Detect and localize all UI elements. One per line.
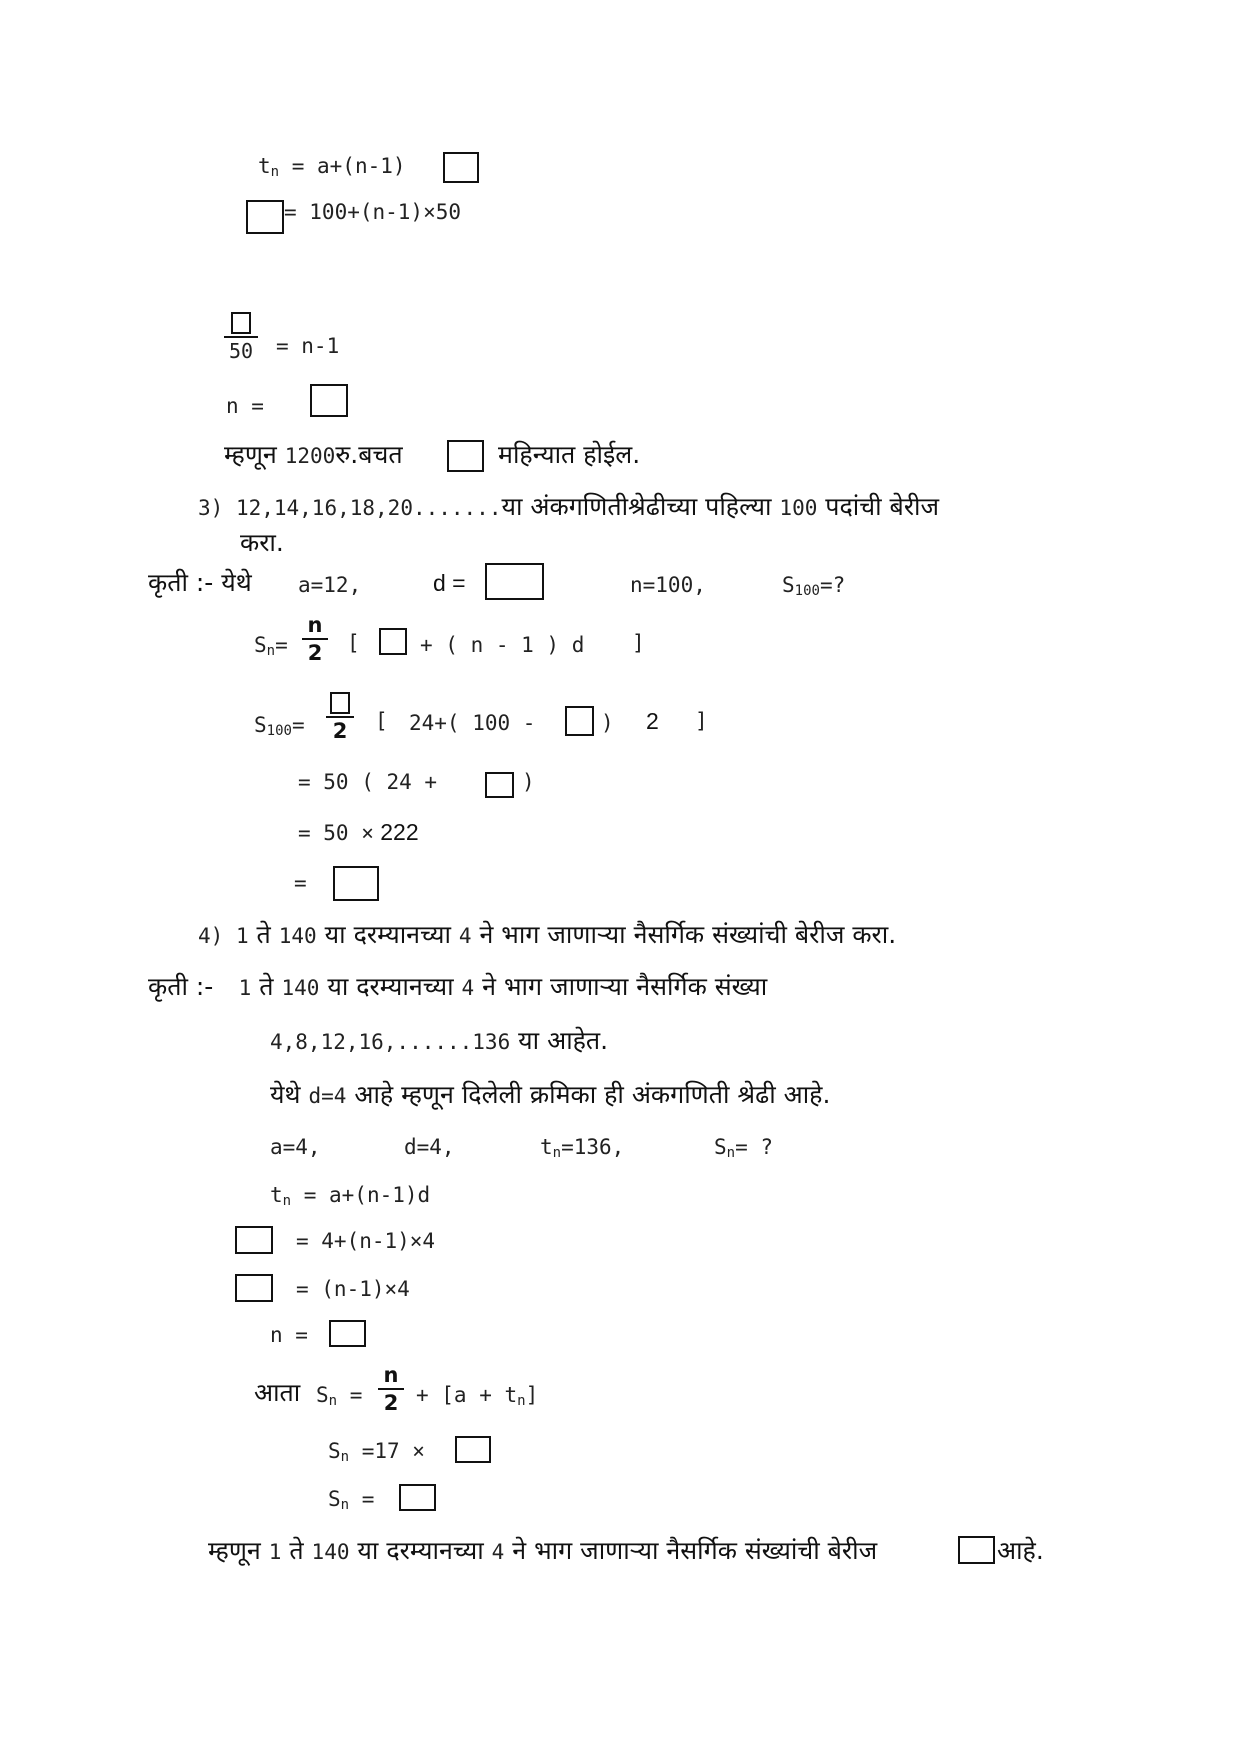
q3-f4-value: 222 bbox=[380, 819, 419, 845]
answer-box-q3-d[interactable] bbox=[485, 563, 544, 600]
answer-box-q3-2a[interactable] bbox=[379, 628, 407, 655]
q4-vals-tn bbox=[540, 1132, 624, 1162]
q3-f2-two: 2 bbox=[646, 708, 659, 734]
q4-sn-sub: n bbox=[328, 1393, 338, 1409]
q3-f2-close: ] bbox=[695, 709, 708, 733]
q4-sn17-s: S bbox=[328, 1439, 341, 1463]
q3-heading bbox=[198, 492, 939, 522]
q4-kruti-mid: या दरम्यानच्या bbox=[319, 972, 462, 1001]
answer-box-q4-sum-term[interactable] bbox=[455, 1436, 491, 1463]
q3-s100-value bbox=[782, 570, 845, 600]
q2-t-sub: n bbox=[270, 164, 280, 180]
q3-f1-fraction bbox=[302, 612, 328, 666]
q4-tn-rest: = a+(n-1)d bbox=[291, 1183, 431, 1207]
q2-l1-rest: = a+(n-1) bbox=[279, 154, 419, 178]
q4-vals-s-rest: = ? bbox=[735, 1135, 774, 1159]
q3-f1-sub: n bbox=[266, 643, 276, 659]
q4-e1: = 4+(n-1)×4 bbox=[296, 1229, 436, 1253]
q4-e2: = (n-1)×4 bbox=[296, 1277, 410, 1301]
answer-box-q2-numerator[interactable] bbox=[231, 312, 251, 334]
q4-final-140: 140 bbox=[311, 1540, 350, 1564]
q4-yethe-label: येथे bbox=[270, 1080, 309, 1109]
q2-conclusion-amount: 1200 bbox=[284, 444, 336, 468]
q4-final-text bbox=[208, 1536, 885, 1566]
q4-tn-formula bbox=[270, 1180, 430, 1210]
q3-sn-label bbox=[254, 630, 288, 660]
q4-heading-te: ते bbox=[248, 920, 279, 949]
q2-fraction bbox=[224, 310, 258, 364]
q4-aata: आता bbox=[254, 1378, 301, 1407]
q4-vals-t-rest: =136, bbox=[561, 1135, 625, 1159]
q3-f1-rest: + ( n - 1 ) d bbox=[420, 633, 585, 657]
q3-f4 bbox=[298, 817, 419, 847]
q4-e3: n = bbox=[270, 1323, 308, 1347]
q4-sn-denominator: 2 bbox=[383, 1391, 399, 1415]
q2-line-2: = 100+(n-1)×50 bbox=[284, 200, 462, 224]
q3-d-label: d = bbox=[433, 570, 466, 596]
answer-box-q4-diff[interactable] bbox=[235, 1274, 273, 1302]
q4-yethe bbox=[270, 1080, 830, 1110]
q3-f1-close: ] bbox=[632, 631, 645, 655]
q3-f2-fraction bbox=[326, 690, 354, 744]
q4-kruti-1: 1 bbox=[238, 976, 252, 1000]
q4-final-end: आहे. bbox=[997, 1536, 1044, 1565]
q3-f1-numerator: n bbox=[307, 613, 323, 637]
q4-sn-fraction bbox=[378, 1362, 404, 1416]
q3-f1-eq: = bbox=[275, 633, 288, 657]
q4-vals-d: d=4, bbox=[404, 1135, 455, 1159]
q4-kruti bbox=[148, 972, 767, 1002]
q4-final-4: 4 bbox=[491, 1540, 505, 1564]
q4-final-b: ने भाग जाणाऱ्या नैसर्गिक संख्यांची बेरीज bbox=[504, 1536, 886, 1565]
q4-snf-sub: n bbox=[340, 1497, 350, 1513]
q3-sequence: 12,14,16,18,20....... bbox=[235, 496, 502, 520]
q4-sn-rest bbox=[416, 1380, 538, 1410]
q4-sn17 bbox=[328, 1436, 425, 1466]
q2-fraction-denominator: 50 bbox=[228, 339, 254, 363]
q4-vals-t: t bbox=[540, 1135, 553, 1159]
q4-sn-rest-sub: n bbox=[517, 1393, 526, 1409]
q4-heading-1: 1 bbox=[235, 924, 249, 948]
answer-box-q4-final[interactable] bbox=[958, 1536, 995, 1564]
q4-heading-end: ने भाग जाणाऱ्या नैसर्गिक संख्यांची बेरीज करा. bbox=[471, 920, 897, 949]
q2-conclusion-text-a: म्हणून bbox=[224, 440, 285, 469]
q2-line-3: = n-1 bbox=[276, 334, 340, 358]
q4-sn-eq: = bbox=[337, 1383, 363, 1407]
q3-s100-s: S bbox=[782, 573, 795, 597]
q3-f1-s: S bbox=[254, 633, 267, 657]
q4-snf-rest: = bbox=[349, 1487, 375, 1511]
q4-kruti-end: ने भाग जाणाऱ्या नैसर्गिक संख्या bbox=[474, 972, 768, 1001]
q3-f2-mid: 24+( 100 - bbox=[409, 711, 536, 735]
q3-heading-cont: करा. bbox=[240, 528, 284, 557]
q4-heading-4: 4 bbox=[458, 924, 472, 948]
q3-f4-text: = 50 × bbox=[298, 821, 374, 845]
q3-number: 3) bbox=[198, 496, 224, 520]
q4-yethe-end: आहे म्हणून दिलेली क्रमिका ही अंकगणिती श्रेढी आहे. bbox=[346, 1080, 831, 1109]
q3-text-100: 100 bbox=[779, 496, 818, 520]
q3-f3: = 50 ( 24 + bbox=[298, 770, 438, 794]
q4-sn-label bbox=[316, 1380, 362, 1410]
answer-box-q3-subtract[interactable] bbox=[565, 706, 594, 736]
q2-fraction-numerator bbox=[231, 310, 251, 336]
q4-number: 4) bbox=[198, 924, 224, 948]
q3-kruti-label: कृती :- येथे bbox=[148, 568, 252, 597]
answer-box-q2-d[interactable] bbox=[443, 152, 479, 183]
q2-conclusion bbox=[224, 440, 403, 470]
q4-kruti-140: 140 bbox=[281, 976, 320, 1000]
q3-f1-open: [ bbox=[347, 631, 360, 655]
q4-vals-s-sub: n bbox=[726, 1145, 736, 1161]
q2-line-n: n = bbox=[226, 394, 264, 418]
q3-a-value: a=12, bbox=[298, 573, 362, 597]
answer-box-q3-inner[interactable] bbox=[485, 772, 514, 798]
q4-kruti-4: 4 bbox=[461, 976, 475, 1000]
q2-conclusion-end: महिन्यात होईल. bbox=[498, 440, 641, 469]
q4-d-value: d=4 bbox=[308, 1084, 347, 1108]
q3-text-c: पदांची बेरीज bbox=[817, 492, 940, 521]
q4-vals-t-sub: n bbox=[552, 1145, 562, 1161]
q4-sequence bbox=[270, 1026, 608, 1056]
q4-snf-s: S bbox=[328, 1487, 341, 1511]
q4-sn17-rest: =17 × bbox=[349, 1439, 425, 1463]
answer-box-q2-tn[interactable] bbox=[246, 200, 284, 234]
q3-f1-denominator: 2 bbox=[307, 641, 323, 665]
q3-f5: = bbox=[294, 871, 307, 895]
q3-n-value: n=100, bbox=[630, 573, 706, 597]
q3-s100-rest: =? bbox=[819, 573, 846, 597]
answer-box-q4-tn[interactable] bbox=[235, 1226, 273, 1254]
q4-tn-sub: n bbox=[282, 1193, 292, 1209]
q3-f2-eq: = bbox=[291, 713, 305, 737]
q4-sn-s: S bbox=[316, 1383, 329, 1407]
q4-sn-numerator: n bbox=[383, 1363, 399, 1387]
q4-sequence-values: 4,8,12,16,......136 bbox=[270, 1030, 511, 1054]
q3-text-a: या अंकगणितीश्रेढीच्या पहिल्या bbox=[501, 492, 780, 521]
q4-vals-sn bbox=[714, 1132, 773, 1162]
q4-sn-rest-close: ] bbox=[525, 1383, 539, 1407]
q2-t: t bbox=[258, 154, 271, 178]
q4-kruti-label: कृती :- bbox=[148, 972, 214, 1001]
answer-box-q2-n[interactable] bbox=[310, 384, 348, 417]
q4-vals-a: a=4, bbox=[270, 1135, 321, 1159]
q3-f2-sub: 100 bbox=[266, 723, 292, 739]
q4-kruti-te: ते bbox=[251, 972, 282, 1001]
q4-sn17-sub: n bbox=[340, 1449, 350, 1465]
q3-f2-denominator: 2 bbox=[332, 719, 348, 743]
answer-box-q3-result[interactable] bbox=[333, 866, 379, 901]
q4-heading bbox=[198, 920, 896, 950]
answer-box-q4-n[interactable] bbox=[329, 1320, 366, 1347]
q4-final-a: म्हणून bbox=[208, 1536, 269, 1565]
q3-s100-label bbox=[254, 710, 305, 740]
q3-f2-open: [ bbox=[375, 709, 388, 733]
q4-final-mid: या दरम्यानच्या bbox=[349, 1536, 492, 1565]
q3-f2-close-paren: ) bbox=[601, 711, 614, 735]
q3-s100-sub: 100 bbox=[794, 583, 820, 599]
q3-f2-s: S bbox=[254, 713, 267, 737]
q4-vals-s: S bbox=[714, 1135, 727, 1159]
q4-heading-mid: या दरम्यानच्या bbox=[316, 920, 459, 949]
answer-box-q4-sn[interactable] bbox=[399, 1484, 436, 1511]
q4-sn-rest-text: + [a + t bbox=[416, 1383, 518, 1407]
q4-sequence-end: या आहेत. bbox=[510, 1026, 609, 1055]
q4-snf bbox=[328, 1484, 374, 1514]
q3-f3-close: ) bbox=[522, 770, 535, 794]
q4-final-te: ते bbox=[281, 1536, 312, 1565]
answer-box-q3-n-over-2[interactable] bbox=[330, 692, 350, 714]
q4-final-1: 1 bbox=[268, 1540, 282, 1564]
q4-tn-t: t bbox=[270, 1183, 283, 1207]
q3-f2-numerator bbox=[330, 690, 350, 716]
q2-line-tn bbox=[258, 151, 418, 181]
answer-box-q2-months[interactable] bbox=[447, 440, 484, 472]
q2-conclusion-text-b: रु.बचत bbox=[335, 440, 403, 469]
q4-heading-140: 140 bbox=[278, 924, 317, 948]
